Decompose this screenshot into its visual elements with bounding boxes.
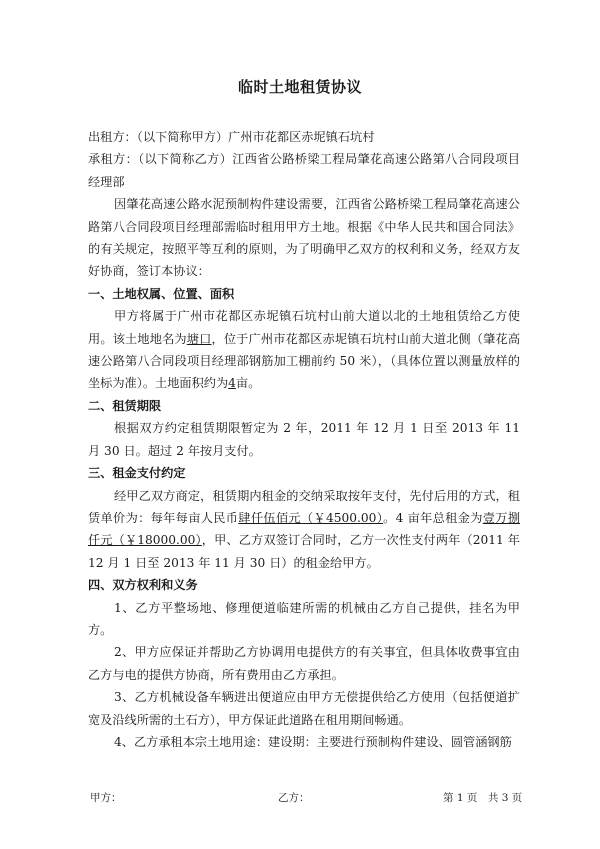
rent-text-3: ，甲、乙方双签订合同时，乙方一次性支付两年（2011 年 12 月 1 日至 2013 年 11 月 30 日）的租金给甲方。 [88,533,520,570]
rent-total: 壹万捌仟元（￥18000.00） [88,510,521,548]
rights-item: 4、乙方承租本宗土地用途：建设期：主要进行预制构件建设、圆管涵钢筋 [114,734,512,749]
land-text-1: 甲方将属于广州市花都区赤坭镇石坑村山前大道以北的土地租赁给乙方使用。该土地地名为 [88,309,520,346]
rent-text-2: 。4 亩年总租金为 [383,510,483,525]
land-text-3: 亩。 [235,376,261,391]
page-footer [0,790,600,806]
section-heading-land: 一、土地权属、位置、面积 [88,286,235,301]
section-heading-rights: 四、双方权利和义务 [88,578,198,593]
footer-party-b: 乙方： [278,792,310,804]
document-title: 临时土地租赁协议 [237,78,362,96]
land-paragraph [88,305,520,395]
term-paragraph: 根据双方约定租赁期限暂定为 2 年，2011 年 12 月 1 日至 2013 年 11 月 30 日。超过 2 年按月支付。 [88,421,520,458]
rights-item: 1、乙方平整场地、修理便道临建所需的机械由乙方自己提供，挂名为甲方。 [88,600,520,637]
land-area: 4 [228,376,236,391]
footer-page-number: 第 1 页 共 3 页 [443,792,523,804]
document-body [88,126,520,753]
rent-paragraph [88,485,520,575]
rent-unit-price: 肆仟伍佰元（￥4500.00） [238,510,384,525]
lessee-line: 承租方：（以下简称乙方）江西省公路桥梁工程局肇花高速公路第八合同段项目经理部 [88,152,520,189]
land-name: 塘口 [186,331,212,346]
rent-text-1: 经甲乙双方商定，租赁期内租金的交纳采取按年支付，先付后用的方式，租赁单价为：每年每亩人民币 [88,488,520,525]
rights-item: 2、甲方应保证并帮助乙方协调用电提供方的有关事宜，但具体收费事宜由乙方与电的提供方协商，所有费用由乙方承担。 [88,645,520,682]
lessor-line: 出租方：（以下简称甲方）广州市花都区赤坭镇石坑村 [88,130,375,144]
land-text-2: ，位于广州市花都区赤坭镇石坑村山前大道北侧（肇花高速公路第八合同段项目经理部钢筋加工棚前约 50 米），（具体位置以测量放样的坐标为准）。土地面积约为 [88,331,521,391]
section-heading-term: 二、租赁期限 [88,398,162,413]
section-heading-rent: 三、租金支付约定 [88,466,186,481]
rights-item: 3、乙方机械设备车辆进出便道应由甲方无偿提供给乙方使用（包括便道扩宽及沿线所需的土石方），甲方保证此道路在租用期间畅通。 [88,690,520,727]
intro-paragraph: 因肇花高速公路水泥预制构件建设需要，江西省公路桥梁工程局肇花高速公路第八合同段项目经理部需临时租用甲方土地。根据《中华人民共和国合同法》的有关规定，按照平等互利的原则，为了明确甲乙双方的权利和义务，经双方友好协商，签订本协议： [88,197,520,279]
footer-party-a: 甲方： [90,792,122,804]
